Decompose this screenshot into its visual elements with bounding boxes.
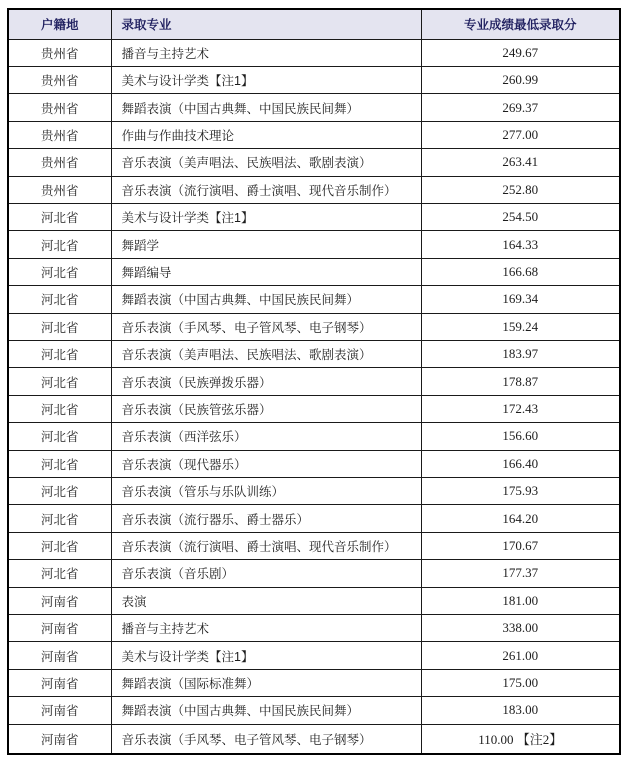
cell-major: 音乐表演（流行器乐、爵士器乐）	[111, 505, 421, 532]
table-body	[8, 39, 620, 754]
cell-score: 338.00	[421, 615, 620, 642]
table-row	[8, 615, 620, 642]
cell-province: 贵州省	[8, 149, 111, 176]
cell-province: 河北省	[8, 478, 111, 505]
cell-province: 河北省	[8, 560, 111, 587]
column-header-province: 户籍地	[8, 9, 111, 39]
cell-major: 美术与设计学类【注1】	[111, 66, 421, 93]
cell-province: 贵州省	[8, 121, 111, 148]
cell-major: 音乐表演（管乐与乐队训练）	[111, 478, 421, 505]
cell-province: 河北省	[8, 203, 111, 230]
table-row	[8, 94, 620, 121]
cell-score: 183.97	[421, 340, 620, 367]
cell-score: 156.60	[421, 423, 620, 450]
table-row	[8, 642, 620, 669]
table-row	[8, 368, 620, 395]
table-row	[8, 423, 620, 450]
table-row	[8, 587, 620, 614]
cell-score: 177.37	[421, 560, 620, 587]
table-row	[8, 340, 620, 367]
cell-score: 164.33	[421, 231, 620, 258]
cell-score: 175.93	[421, 478, 620, 505]
table-row	[8, 560, 620, 587]
cell-province: 贵州省	[8, 66, 111, 93]
cell-province: 河北省	[8, 450, 111, 477]
table-row	[8, 724, 620, 754]
cell-score: 183.00	[421, 697, 620, 724]
cell-score: 263.41	[421, 149, 620, 176]
cell-province: 河北省	[8, 395, 111, 422]
cell-major: 音乐表演（美声唱法、民族唱法、歌剧表演）	[111, 340, 421, 367]
cell-major: 播音与主持艺术	[111, 39, 421, 66]
cell-major: 舞蹈表演（国际标准舞）	[111, 669, 421, 696]
cell-major: 美术与设计学类【注1】	[111, 642, 421, 669]
cell-score: 169.34	[421, 286, 620, 313]
cell-province: 河北省	[8, 286, 111, 313]
cell-major: 音乐表演（西洋弦乐）	[111, 423, 421, 450]
table-row	[8, 286, 620, 313]
cell-province: 河北省	[8, 340, 111, 367]
table-row	[8, 669, 620, 696]
cell-province: 河北省	[8, 532, 111, 559]
table-row	[8, 505, 620, 532]
table-row	[8, 203, 620, 230]
cell-province: 河北省	[8, 231, 111, 258]
cell-major: 作曲与作曲技术理论	[111, 121, 421, 148]
cell-province: 贵州省	[8, 39, 111, 66]
cell-province: 河北省	[8, 313, 111, 340]
cell-major: 音乐表演（民族弹拨乐器）	[111, 368, 421, 395]
cell-province: 河南省	[8, 615, 111, 642]
cell-province: 河南省	[8, 697, 111, 724]
table-row	[8, 66, 620, 93]
cell-score: 166.68	[421, 258, 620, 285]
cell-score: 172.43	[421, 395, 620, 422]
cell-major: 音乐表演（民族管弦乐器）	[111, 395, 421, 422]
table-row	[8, 39, 620, 66]
cell-score: 260.99	[421, 66, 620, 93]
cell-major: 音乐表演（流行演唱、爵士演唱、现代音乐制作）	[111, 176, 421, 203]
cell-major: 舞蹈表演（中国古典舞、中国民族民间舞）	[111, 94, 421, 121]
header-row	[8, 9, 620, 39]
cell-province: 河南省	[8, 724, 111, 754]
cell-province: 河北省	[8, 423, 111, 450]
table-row	[8, 697, 620, 724]
cell-province: 河北省	[8, 258, 111, 285]
table-row	[8, 395, 620, 422]
cell-major: 美术与设计学类【注1】	[111, 203, 421, 230]
cell-major: 表演	[111, 587, 421, 614]
cell-score: 261.00	[421, 642, 620, 669]
table-row	[8, 231, 620, 258]
cell-province: 贵州省	[8, 94, 111, 121]
cell-major: 音乐表演（现代器乐）	[111, 450, 421, 477]
cell-score: 170.67	[421, 532, 620, 559]
table-row	[8, 149, 620, 176]
cell-major: 舞蹈编导	[111, 258, 421, 285]
admission-score-table	[7, 8, 621, 755]
cell-major: 音乐表演（手风琴、电子管风琴、电子钢琴）	[111, 313, 421, 340]
cell-score: 249.67	[421, 39, 620, 66]
table-row	[8, 313, 620, 340]
cell-province: 河北省	[8, 505, 111, 532]
cell-province: 贵州省	[8, 176, 111, 203]
cell-score: 277.00	[421, 121, 620, 148]
cell-score: 181.00	[421, 587, 620, 614]
cell-score: 178.87	[421, 368, 620, 395]
table-row	[8, 121, 620, 148]
cell-score: 269.37	[421, 94, 620, 121]
cell-major: 音乐表演（手风琴、电子管风琴、电子钢琴）	[111, 724, 421, 754]
cell-major: 播音与主持艺术	[111, 615, 421, 642]
cell-major: 舞蹈表演（中国古典舞、中国民族民间舞）	[111, 286, 421, 313]
cell-major: 音乐表演（流行演唱、爵士演唱、现代音乐制作）	[111, 532, 421, 559]
cell-major: 音乐表演（美声唱法、民族唱法、歌剧表演）	[111, 149, 421, 176]
table-row	[8, 176, 620, 203]
table-row	[8, 258, 620, 285]
cell-province: 河北省	[8, 368, 111, 395]
table-header	[8, 9, 620, 39]
cell-major: 音乐表演（音乐剧）	[111, 560, 421, 587]
column-header-score: 专业成绩最低录取分	[421, 9, 620, 39]
cell-province: 河南省	[8, 642, 111, 669]
cell-major: 舞蹈学	[111, 231, 421, 258]
table-row	[8, 450, 620, 477]
column-header-major: 录取专业	[111, 9, 421, 39]
cell-province: 河南省	[8, 587, 111, 614]
cell-score: 159.24	[421, 313, 620, 340]
cell-score: 175.00	[421, 669, 620, 696]
cell-score: 166.40	[421, 450, 620, 477]
cell-score: 110.00 【注2】	[421, 724, 620, 754]
cell-score: 164.20	[421, 505, 620, 532]
cell-score: 254.50	[421, 203, 620, 230]
table-row	[8, 478, 620, 505]
cell-major: 舞蹈表演（中国古典舞、中国民族民间舞）	[111, 697, 421, 724]
table-row	[8, 532, 620, 559]
cell-score: 252.80	[421, 176, 620, 203]
cell-province: 河南省	[8, 669, 111, 696]
